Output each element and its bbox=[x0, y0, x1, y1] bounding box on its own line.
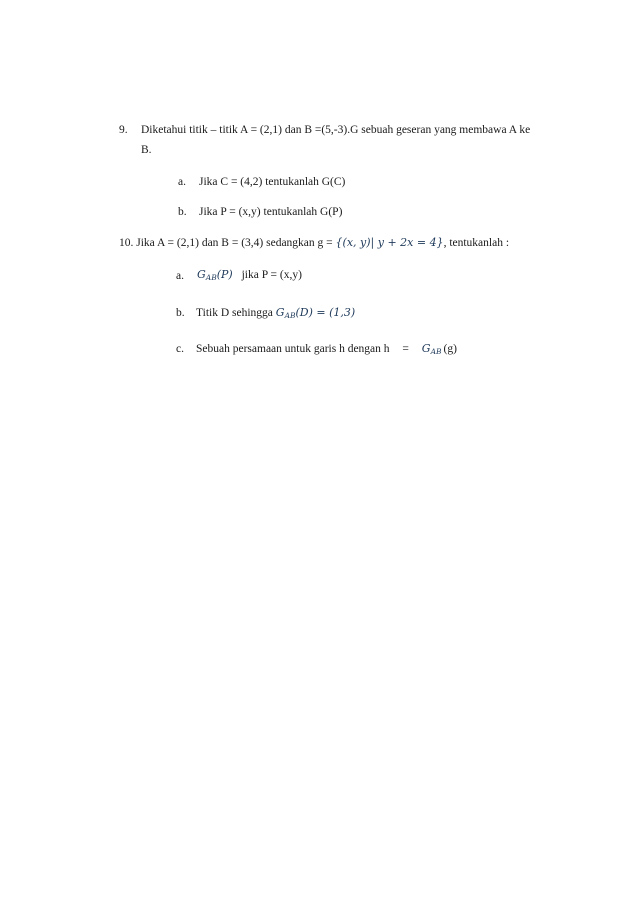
q10-c-text: Sebuah persamaan untuk garis h dengan h bbox=[196, 343, 390, 355]
q9-text-line2: B. bbox=[141, 144, 152, 156]
q10-text-post: , tentukanlah : bbox=[443, 237, 510, 249]
q10-a-text: jika P = (x,y) bbox=[241, 269, 302, 281]
q10-b-math-G: G bbox=[275, 306, 285, 319]
q10-b-label: b. bbox=[176, 307, 185, 319]
q10-b-math bbox=[276, 306, 355, 319]
q10-a-math-sub: AB bbox=[205, 273, 217, 282]
q9-b-text: Jika P = (x,y) tentukanlah G(P) bbox=[199, 206, 343, 218]
q10-b-content bbox=[196, 306, 355, 323]
q10-stem bbox=[119, 236, 509, 250]
q10-b-math-sub: AB bbox=[284, 311, 296, 320]
q10-number: 10. bbox=[119, 237, 134, 249]
q10-a-math bbox=[197, 268, 233, 281]
q10-g-set: {(x, y)| y + 2x = 4} bbox=[335, 236, 444, 249]
q10-c-math bbox=[422, 342, 442, 355]
q10-c-content bbox=[196, 342, 457, 359]
q10-c-math-G: G bbox=[421, 342, 431, 355]
q10-text-pre: Jika A = (2,1) dan B = (3,4) sedangkan g = bbox=[136, 237, 333, 249]
q10-c-eq: = bbox=[402, 343, 409, 355]
q10-a-math-G: G bbox=[197, 268, 206, 281]
q10-c-math-sub: AB bbox=[430, 347, 442, 356]
q10-c-label: c. bbox=[176, 343, 184, 355]
q10-b-text: Titik D sehingga bbox=[196, 307, 273, 319]
q10-a-math-arg: (P) bbox=[216, 268, 233, 281]
q9-b-label: b. bbox=[178, 206, 187, 218]
q10-a-label: a. bbox=[176, 270, 184, 282]
q10-c-text-post: (g) bbox=[443, 343, 457, 355]
q10-a-content bbox=[197, 268, 302, 285]
q9-text-line1: Diketahui titik – titik A = (2,1) dan B =(5,-3).G sebuah geseran yang membawa A ke bbox=[141, 124, 531, 136]
q10-b-math-arg: (D) = (1,3) bbox=[295, 306, 356, 319]
q9-a-label: a. bbox=[178, 176, 186, 188]
q9-number: 9. bbox=[119, 124, 128, 136]
q9-a-text: Jika C = (4,2) tentukanlah G(C) bbox=[199, 176, 346, 188]
